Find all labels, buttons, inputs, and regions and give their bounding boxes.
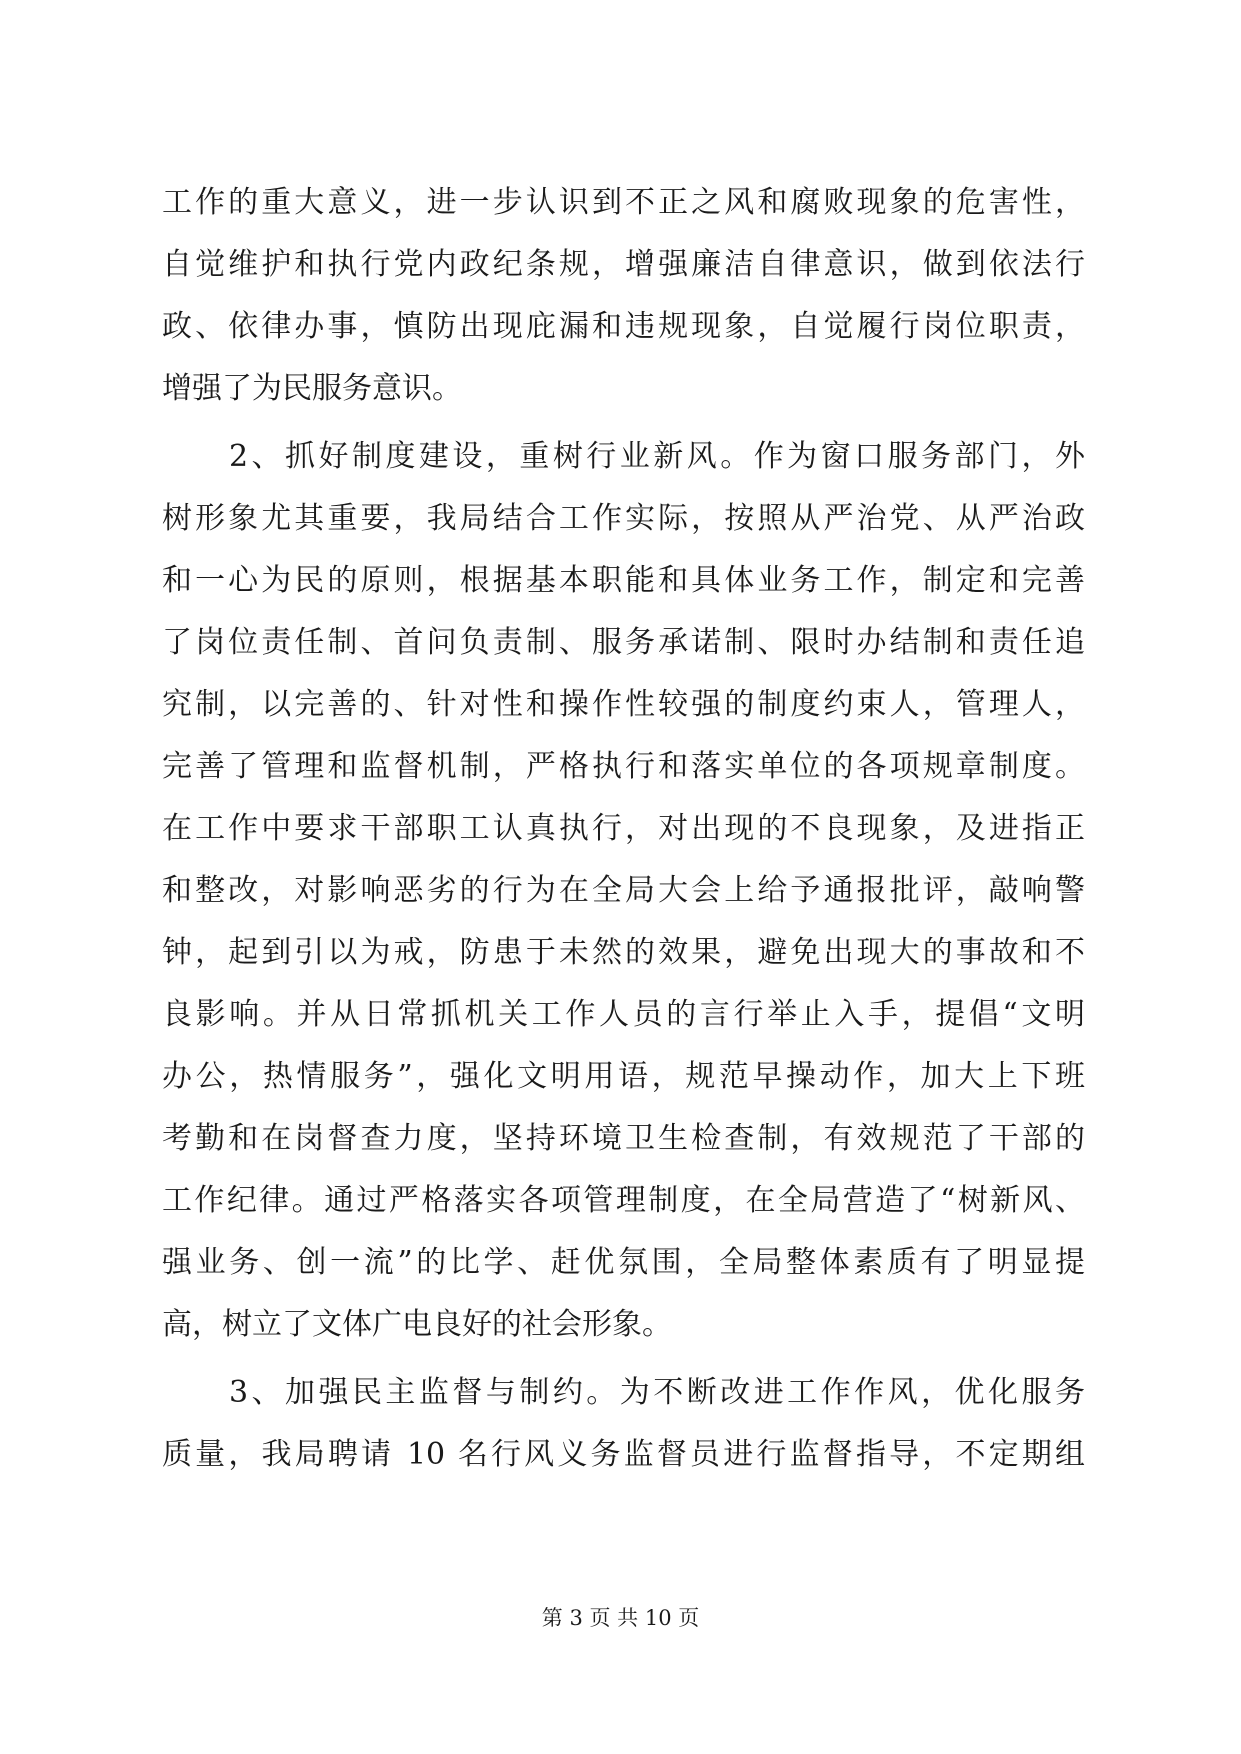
text-line: 2、抓好制度建设，重树行业新风。作为窗口服务部门，外 xyxy=(162,439,1085,474)
text-line: 树形象尤其重要，我局结合工作实际，按照从严治党、从严治政 xyxy=(162,501,1085,536)
text-line: 自觉维护和执行党内政纪条规，增强廉洁自律意识，做到依法行 xyxy=(162,247,1085,282)
text-line: 政、依律办事，慎防出现庇漏和违规现象，自觉履行岗位职责， xyxy=(162,309,1085,344)
text-line: 强业务、创一流”的比学、赶优氛围，全局整体素质有了明显提 xyxy=(162,1245,1085,1280)
text-line: 和整改，对影响恶劣的行为在全局大会上给予通报批评，敲响警 xyxy=(162,873,1085,908)
text-line: 3、加强民主监督与制约。为不断改进工作作风，优化服务 xyxy=(162,1375,1085,1410)
text-line: 良影响。并从日常抓机关工作人员的言行举止入手，提倡“文明 xyxy=(162,997,1085,1032)
text-line: 考勤和在岗督查力度，坚持环境卫生检查制，有效规范了干部的 xyxy=(162,1121,1085,1156)
text-line: 高，树立了文体广电良好的社会形象。 xyxy=(162,1307,672,1342)
body-text xyxy=(162,172,1085,1486)
text-line: 增强了为民服务意识。 xyxy=(162,371,462,406)
text-line: 了岗位责任制、首问负责制、服务承诺制、限时办结制和责任追 xyxy=(162,625,1085,660)
text-line: 究制，以完善的、针对性和操作性较强的制度约束人，管理人， xyxy=(162,687,1085,722)
text-line: 完善了管理和监督机制，严格执行和落实单位的各项规章制度。 xyxy=(162,749,1085,784)
text-line: 在工作中要求干部职工认真执行，对出现的不良现象，及进指正 xyxy=(162,811,1085,846)
text-line: 工作的重大意义，进一步认识到不正之风和腐败现象的危害性， xyxy=(162,185,1085,220)
text-line: 质量，我局聘请 10 名行风义务监督员进行监督指导，不定期组 xyxy=(162,1437,1085,1472)
text-line: 办公，热情服务”，强化文明用语，规范早操动作，加大上下班 xyxy=(162,1059,1085,1094)
text-line: 和一心为民的原则，根据基本职能和具体业务工作，制定和完善 xyxy=(162,563,1085,598)
text-line: 工作纪律。通过严格落实各项管理制度，在全局营造了“树新风、 xyxy=(162,1183,1085,1218)
text-line: 钟，起到引以为戒，防患于未然的效果，避免出现大的事故和不 xyxy=(162,935,1085,970)
page-footer: 第 3 页 共 10 页 xyxy=(541,1606,700,1630)
